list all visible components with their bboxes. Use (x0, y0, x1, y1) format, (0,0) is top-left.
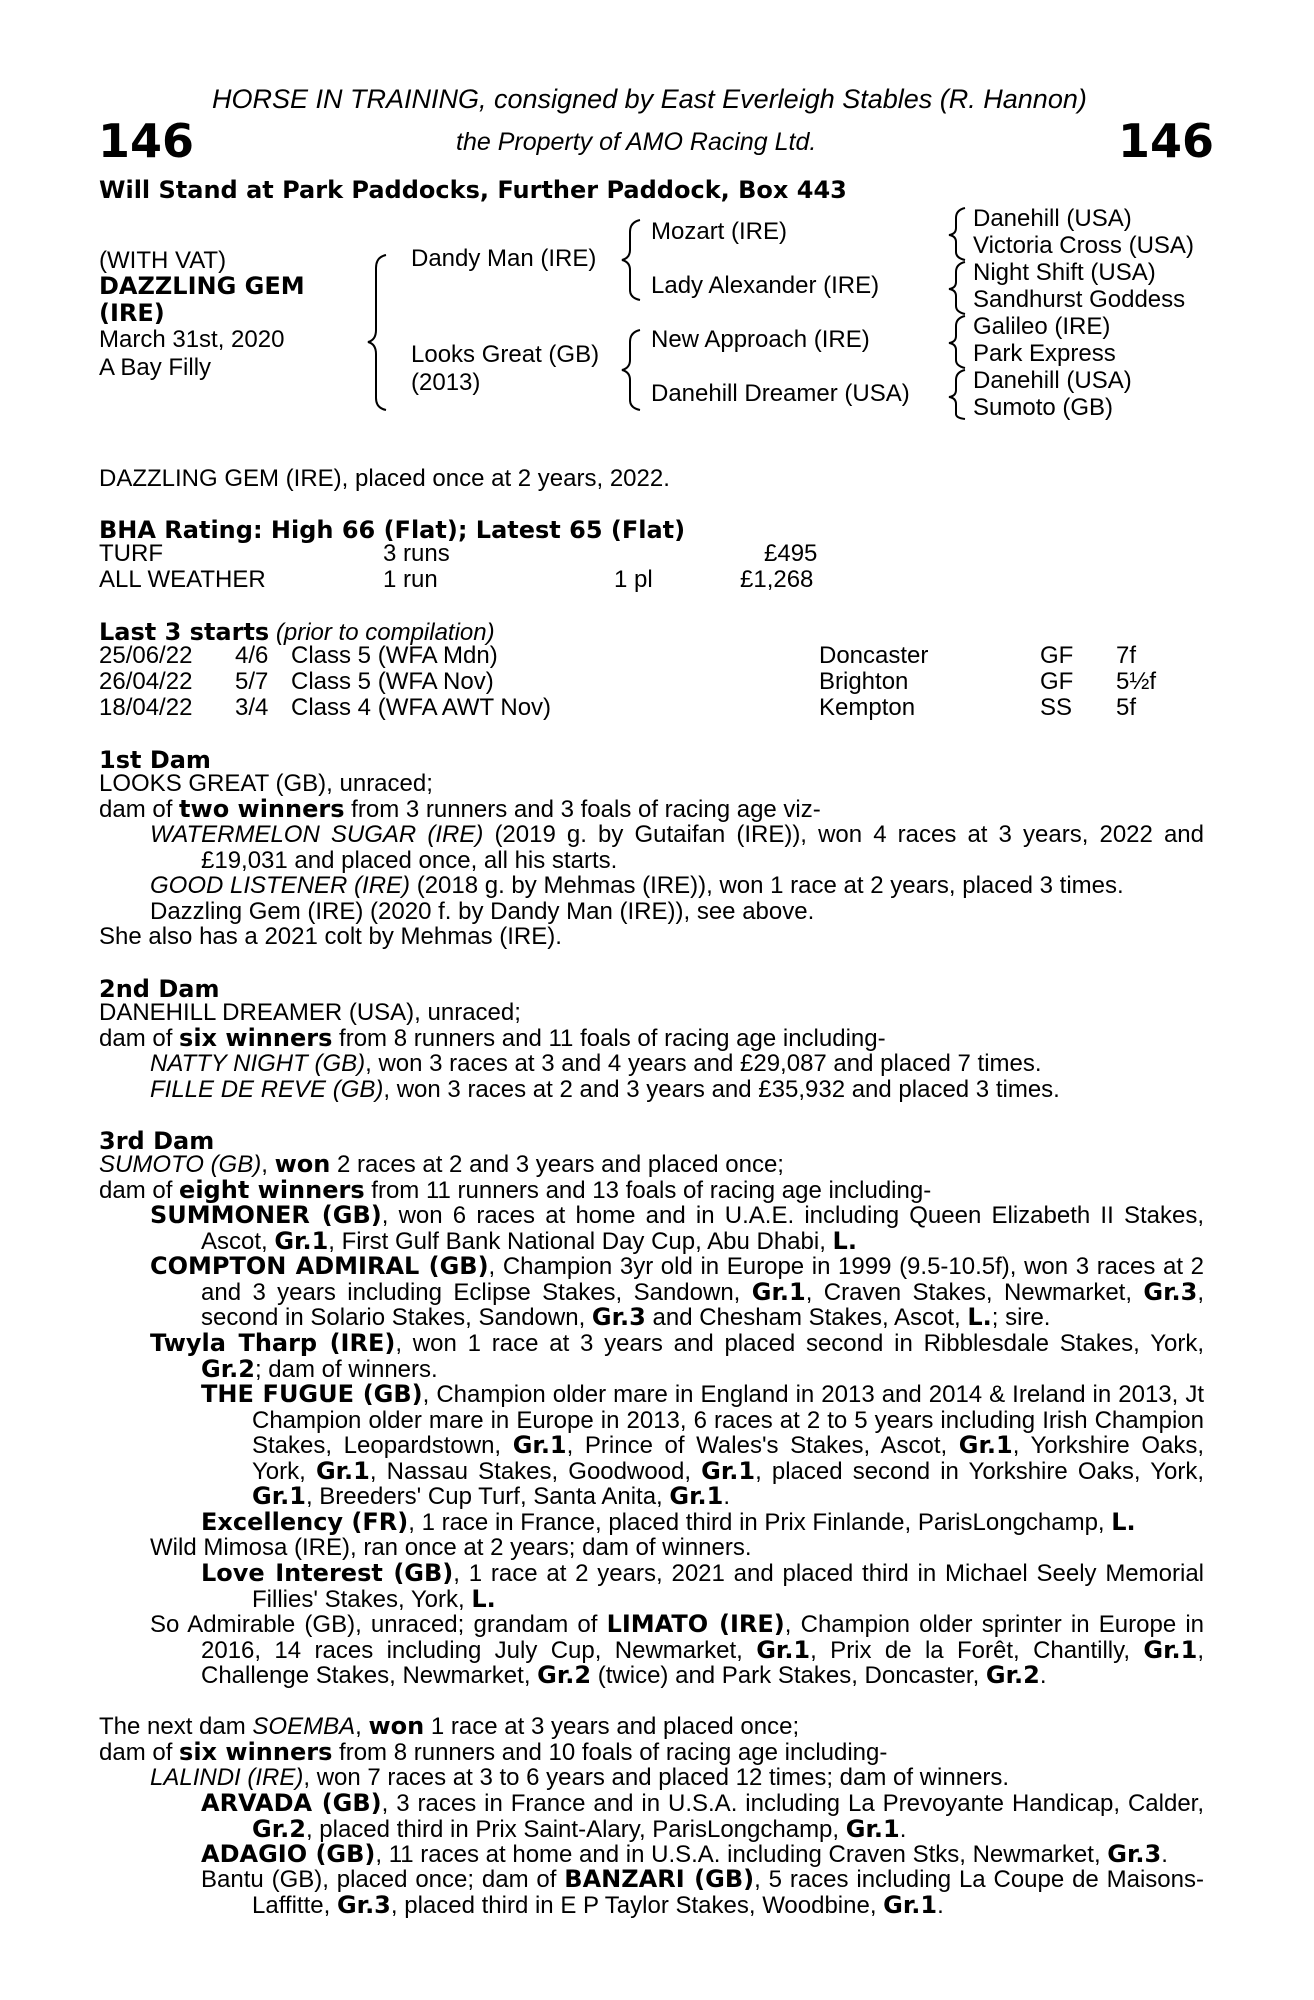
horse-record: , First Gulf Bank National Day Cup, Abu Dhabi, (328, 1227, 833, 1255)
turf-prize: £495 (764, 540, 818, 567)
first-dam-produce (99, 797, 821, 823)
dam-record: 1 race at 3 years and placed once; (424, 1713, 800, 1740)
grade: Gr.1 (315, 1456, 370, 1485)
won-label: won (368, 1712, 425, 1740)
horse-record: , Nassau Stakes, Goodwood, (369, 1457, 702, 1485)
dam-dam: Danehill Dreamer (USA) (651, 380, 910, 407)
horse-record: , won 3 races at 2 and 3 years and £35,932 and placed 3 times. (383, 1076, 1060, 1103)
dam-record: 2 races at 2 and 3 years and placed once; (330, 1151, 784, 1178)
horse-record: . (937, 1891, 944, 1919)
start-course: Brighton (819, 668, 909, 695)
winners-count: eight winners (179, 1176, 365, 1204)
horse-record: , 3 races in France and in U.S.A. including La Prevoyante Handicap, Calder, (381, 1790, 1205, 1817)
third-dam-heading: 3rd Dam (99, 1127, 215, 1155)
horse-record: ; dam of winners. (254, 1355, 438, 1383)
race-summary: DAZZLING GEM (IRE), placed once at 2 years, 2022. (99, 465, 670, 492)
start-distance: 7f (1116, 642, 1137, 669)
horse-record: , 5 races including La Coupe de Maisons-Laffitte, (252, 1866, 1204, 1919)
produce-natty-night (150, 1051, 1042, 1077)
dam-of: dam of (99, 1739, 180, 1766)
vat-note: (WITH VAT) (99, 247, 227, 274)
horse-record: (2018 g. by Mehmas (IRE)), won 1 race at 2 years, placed 3 times. (410, 872, 1124, 899)
start-going: GF (1040, 668, 1074, 695)
produce-twyla-tharp (150, 1331, 1204, 1382)
horse-record: , won 7 races at 3 to 6 years and placed 12 times; dam of winners. (303, 1764, 1010, 1791)
grade: Gr.1 (845, 1814, 900, 1843)
produce-summoner (150, 1203, 1204, 1254)
start-going: SS (1040, 694, 1073, 721)
horse-name: FILLE DE REVE (GB) (150, 1076, 384, 1103)
horse-name: Twyla Tharp (IRE) (150, 1329, 396, 1357)
third-dam-produce (99, 1178, 931, 1204)
winners-count: two winners (179, 795, 345, 823)
start-course: Kempton (819, 694, 916, 721)
horse-name: ADAGIO (GB) (201, 1840, 376, 1868)
horse-record: . (723, 1483, 730, 1511)
comma: , (355, 1713, 369, 1740)
winners-count: six winners (179, 1738, 333, 1766)
horse-record: , 1 race in France, placed third in Prix Finlande, ParisLongchamp, (408, 1509, 1112, 1536)
aw-placed: 1 pl (614, 566, 653, 593)
last-starts-note: (prior to compilation) (275, 619, 495, 646)
horse-record: , placed third in Prix Saint-Alary, ParisLongchamp, (305, 1815, 846, 1843)
start-distance: 5f (1116, 694, 1137, 721)
grade: Gr.2 (252, 1814, 306, 1843)
horse-record: , 1 race at 2 years, 2021 and placed third in Michael Seely Memorial Fillies' Stakes, York, (252, 1560, 1205, 1613)
horse-dob: March 31st, 2020 (99, 326, 285, 353)
grade: Gr.2 (985, 1661, 1040, 1690)
turf-runs: 3 runs (383, 540, 450, 567)
dam-name: SOEMBA (252, 1713, 356, 1740)
dam-of: dam of (99, 1177, 180, 1204)
grade: Gr.1 (512, 1431, 567, 1460)
horse-name: THE FUGUE (GB) (201, 1380, 423, 1408)
produce-the-fugue (201, 1382, 1204, 1510)
horse-record: , Craven Stakes, Newmarket, (805, 1278, 1144, 1306)
horse-record: , placed third in E P Taylor Stakes, Woodbine, (390, 1891, 884, 1919)
aw-surface: ALL WEATHER (99, 566, 266, 593)
horse-name: DAZZLING GEM (99, 272, 305, 300)
produce-wild-mimosa: Wild Mimosa (IRE), ran once at 2 years; dam of winners. (150, 1534, 752, 1561)
produce-bantu (201, 1867, 1204, 1918)
lot-number-left: 146 (98, 114, 195, 168)
horse-record: , Challenge Stakes, Newmarket, (201, 1636, 1204, 1690)
lot-number-right: 146 (1118, 114, 1215, 168)
grade: Gr.1 (756, 1635, 811, 1664)
turf-surface: TURF (99, 540, 163, 567)
winners-count: six winners (179, 1024, 333, 1052)
sire-sire: Mozart (IRE) (651, 218, 788, 245)
grade: Gr.1 (669, 1482, 724, 1511)
dam-of: dam of (99, 1025, 180, 1052)
second-dam-line: DANEHILL DREAMER (USA), unraced; (99, 999, 521, 1026)
gen3-3: Night Shift (USA) (973, 259, 1156, 286)
grade: L. (832, 1226, 857, 1255)
last-starts-title: Last 3 starts (99, 618, 270, 646)
second-dam-produce (99, 1026, 886, 1052)
horse-name: SUMMONER (GB) (150, 1201, 382, 1229)
produce-arvada (201, 1791, 1204, 1842)
horse-name-suffix: (IRE) (99, 299, 165, 327)
horse-record: . (1161, 1841, 1168, 1868)
horse-description: A Bay Filly (99, 354, 212, 381)
horse-record: and Chesham Stakes, Ascot, (645, 1304, 968, 1332)
start-date: 25/06/22 (99, 642, 193, 669)
aw-runs: 1 run (383, 566, 438, 593)
grade: Gr.2 (537, 1661, 592, 1690)
grade: Gr.1 (701, 1456, 756, 1485)
horse-name: WATERMELON SUGAR (IRE) (150, 821, 484, 848)
grade: L. (967, 1303, 992, 1332)
bha-rating: BHA Rating: High 66 (Flat); Latest 65 (Flat) (99, 516, 686, 544)
start-race: Class 4 (WFA AWT Nov) (291, 694, 552, 721)
aw-prize: £1,268 (740, 566, 814, 593)
first-dam-line: LOOKS GREAT (GB), unraced; (99, 770, 433, 797)
gen3-5: Galileo (IRE) (973, 313, 1111, 340)
start-course: Doncaster (819, 642, 929, 669)
horse-name: GOOD LISTENER (IRE) (150, 872, 411, 899)
grade: Gr.1 (751, 1277, 806, 1306)
sire: Dandy Man (IRE) (411, 245, 597, 272)
grade: Gr.1 (883, 1890, 938, 1919)
comma: , (261, 1151, 275, 1178)
next-dam-intro: The next dam (99, 1713, 253, 1740)
produce-love-interest (201, 1561, 1204, 1612)
start-going: GF (1040, 642, 1074, 669)
gen3-6: Park Express (973, 340, 1116, 367)
horse-record: . (1039, 1662, 1047, 1690)
horse-name: LIMATO (IRE) (606, 1610, 785, 1638)
produce-watermelon-sugar (150, 822, 1204, 873)
produce-detail: from 8 runners and 10 foals of racing age including- (332, 1739, 888, 1766)
dam-sire: New Approach (IRE) (651, 326, 870, 353)
produce-detail: from 8 runners and 11 foals of racing age including- (332, 1025, 886, 1052)
start-pos: 3/4 (235, 694, 269, 721)
start-date: 18/04/22 (99, 694, 193, 721)
start-date: 26/04/22 (99, 668, 193, 695)
first-dam-heading: 1st Dam (99, 746, 211, 774)
grade: Gr.1 (274, 1226, 329, 1255)
grade: L. (471, 1584, 496, 1613)
grade: Gr.1 (958, 1431, 1013, 1460)
produce-fille-de-reve (150, 1077, 1060, 1103)
grade: Gr.1 (1143, 1635, 1198, 1664)
gen3-7: Danehill (USA) (973, 367, 1132, 394)
horse-record: , won 3 races at 3 and 4 years and £29,087 and placed 7 times. (365, 1050, 1042, 1077)
horse-record: , won 6 races at home and in U.A.E. including Queen Elizabeth II Stakes, Ascot, (201, 1202, 1205, 1255)
second-dam-heading: 2nd Dam (99, 975, 220, 1003)
horse-record: , Prince of Wales's Stakes, Ascot, (566, 1432, 959, 1460)
grade: Gr.2 (201, 1354, 255, 1383)
stand-location: Will Stand at Park Paddocks, Further Paddock, Box 443 (99, 176, 847, 204)
won-label: won (274, 1150, 331, 1178)
produce-dazzling-gem: Dazzling Gem (IRE) (2020 f. by Dandy Man (IRE)), see above. (150, 898, 815, 925)
next-dam-produce (99, 1740, 887, 1766)
horse-record: , Breeders' Cup Turf, Santa Anita, (305, 1483, 670, 1511)
horse-record: , Champion older sprinter in Europe in 2016, 14 races including July Cup, Newmarket, (201, 1611, 1205, 1664)
dam-of: dam of (99, 796, 180, 823)
grade: Gr.3 (591, 1303, 646, 1332)
horse-record: , 11 races at home and in U.S.A. including Craven Stks, Newmarket, (375, 1841, 1108, 1868)
grade: L. (1111, 1508, 1136, 1536)
horse-name: COMPTON ADMIRAL (GB) (150, 1252, 489, 1280)
horse-record: , placed second in Yorkshire Oaks, York, (755, 1457, 1205, 1485)
produce-detail: from 3 runners and 3 foals of racing age viz- (344, 796, 821, 823)
horse-record: Bantu (GB), placed once; dam of (201, 1866, 565, 1893)
grade: Gr.3 (1143, 1277, 1198, 1306)
start-race: Class 5 (WFA Mdn) (291, 642, 498, 669)
horse-record: , Champion older mare in England in 2013 and 2014 & Ireland in 2013, Jt Champion older mare in Europe in 2013, 6 races at 2 to 5 years including Irish Champion Stakes, Leopardstown, (252, 1381, 1204, 1460)
produce-good-listener (150, 873, 1124, 899)
horse-record: , Yorkshire Oaks, York, (252, 1432, 1204, 1485)
produce-excellency (201, 1510, 1136, 1536)
horse-record: , won 1 race at 3 years and placed second in Ribblesdale Stakes, York, (395, 1330, 1205, 1357)
horse-record: So Admirable (GB), unraced; grandam of (150, 1611, 607, 1638)
produce-2021-colt: She also has a 2021 colt by Mehmas (IRE). (99, 923, 562, 950)
start-pos: 4/6 (235, 642, 269, 669)
horse-record: , second in Solario Stakes, Sandown, (201, 1278, 1205, 1332)
sire-dam: Lady Alexander (IRE) (651, 272, 880, 299)
horse-name: NATTY NIGHT (GB) (150, 1050, 366, 1077)
grade: Gr.1 (252, 1482, 306, 1511)
horse-record: , Prix de la Forêt, Chantilly, (810, 1636, 1144, 1664)
produce-so-admirable (150, 1612, 1204, 1689)
horse-name: ARVADA (GB) (201, 1789, 382, 1817)
gen3-4: Sandhurst Goddess (973, 286, 1186, 313)
start-pos: 5/7 (235, 668, 269, 695)
grade: Gr.3 (336, 1890, 391, 1919)
dam-name: SUMOTO (GB) (99, 1151, 262, 1178)
dam: Looks Great (GB) (411, 341, 600, 368)
horse-record: . (899, 1815, 907, 1843)
produce-compton-admiral (150, 1254, 1204, 1331)
start-race: Class 5 (WFA Nov) (291, 668, 494, 695)
horse-name: LALINDI (IRE) (150, 1764, 304, 1791)
horse-record: , Champion 3yr old in Europe in 1999 (9.5-10.5f), won 3 races at 2 and 3 years including Eclipse Stakes, Sandown, (201, 1253, 1204, 1306)
horse-name: Love Interest (GB) (201, 1559, 454, 1587)
gen3-2: Victoria Cross (USA) (973, 232, 1194, 259)
horse-name: Excellency (FR) (201, 1508, 409, 1536)
dam-year: (2013) (411, 369, 481, 396)
consignor-line: HORSE IN TRAINING, consigned by East Everleigh Stables (R. Hannon) (212, 84, 1087, 114)
gen3-1: Danehill (USA) (973, 205, 1132, 232)
third-dam-line (99, 1152, 784, 1178)
next-dam-line (99, 1714, 799, 1740)
horse-record: (2019 g. by Gutaifan (IRE)), won 4 races at 3 years, 2022 and £19,031 and placed once, all his starts. (201, 821, 1205, 874)
horse-name: BANZARI (GB) (564, 1865, 755, 1893)
grade: Gr.3 (1107, 1840, 1162, 1868)
produce-detail: from 11 runners and 13 foals of racing age including- (364, 1177, 932, 1204)
gen3-8: Sumoto (GB) (973, 394, 1114, 421)
horse-record: ; sire. (991, 1304, 1051, 1332)
produce-adagio (201, 1842, 1168, 1868)
property-line: the Property of AMO Racing Ltd. (456, 128, 817, 156)
horse-record: (twice) and Park Stakes, Doncaster, (591, 1662, 986, 1690)
start-distance: 5½f (1116, 668, 1157, 695)
produce-lalindi (150, 1765, 1009, 1791)
